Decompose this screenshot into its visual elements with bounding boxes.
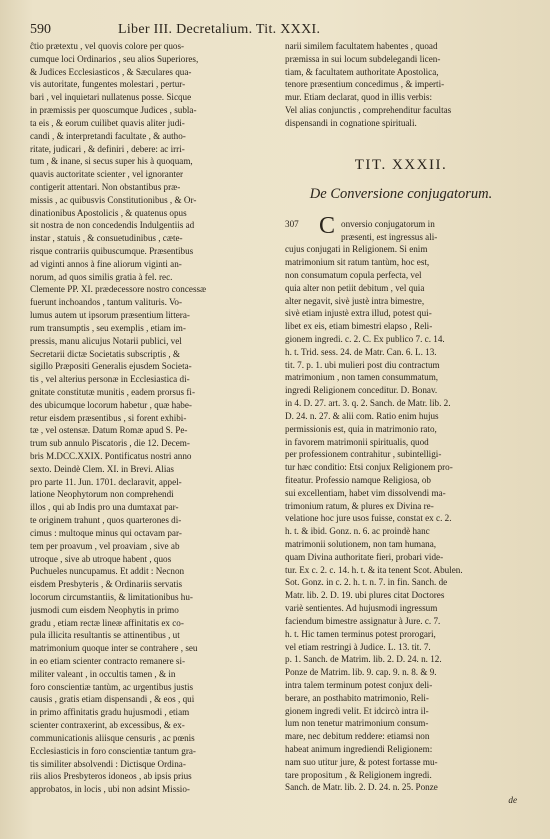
text-line: Clemente PP. XI. prædecessore nostro concessæ <box>30 284 207 295</box>
text-line: ta eis , & eorum cuilibet quavis aliter judi- <box>30 117 185 128</box>
text-line: præsenti, est ingressus ali- <box>341 231 438 242</box>
text-line: in favorem matrimonii spiritualis, quod <box>285 436 429 447</box>
text-line: candi , & interpretandi facultate , & autho- <box>30 130 186 141</box>
text-line: sit nostra de non concedendis Indulgentiis ad <box>30 220 195 231</box>
text-line: cimus : multoque minus qui octavam par- <box>30 527 182 538</box>
paragraph-number: 307 <box>285 218 299 229</box>
text-line: narii similem facultatem habentes , quoad <box>285 41 438 51</box>
text-line: scienter contraxerint, ab excessibus, & ex- <box>30 720 185 731</box>
text-line: Ecclesiasticis in foro conscientiæ tantum gra- <box>30 745 196 756</box>
text-line: in præmissis per quoscumque Judices , subla- <box>30 105 197 116</box>
text-line: matrimonii solutionem, non tam humana, <box>285 539 437 549</box>
text-line: instar , statuis , & consuetudinibus , cæte- <box>30 233 183 244</box>
text-line: tit. 7. p. 1. ubi mulieri post diu contractum <box>285 359 440 370</box>
section-subtitle: De Conversione conjugatorum. <box>309 185 493 202</box>
text-line: foro conscientiæ tantùm, ac urgentibus justis <box>30 681 194 692</box>
text-line: tur. Ex c. 2. c. 14. h. t. & ita tenent Scot. Abulen. <box>285 564 463 575</box>
text-line: h. t. & ibid. Gonz. n. 6. ac proindè hanc <box>285 526 430 537</box>
text-line: permissionis est, quia in matrimonio rato, <box>285 423 437 434</box>
text-line: bris M.DCC.XXIX. Pontificatus nostri anno <box>30 451 192 461</box>
text-line: dinationibus Apostolicis , & quatenus opus <box>30 207 187 218</box>
text-line: bari , vel inquietari nullatenus posse. Sicque <box>30 92 192 103</box>
text-line: intra talem terminum potest conjux deli- <box>285 679 433 690</box>
text-line: nam suo utitur jure, & potest fortasse mu- <box>285 756 438 767</box>
page-number: 590 <box>30 22 51 37</box>
text-line: tem per proavum , vel proaviam , sive ab <box>30 540 180 551</box>
text-line: berare, an posthabito matrimonio, Reli- <box>285 692 429 703</box>
running-header <box>30 22 520 40</box>
text-line: matrimonium quoque inter se contrahere , seu <box>30 643 198 654</box>
text-line: sivè etiam injustè extra illud, potest qui- <box>285 308 432 319</box>
text-line: des ubicumque locorum habetur , quæ habe- <box>30 399 192 410</box>
text-line: gionem ingredi. c. 2. C. Ex publico 7. c. 14. <box>285 334 445 344</box>
text-line: faciendum bimestre assignatur à Jure. c. 7. <box>285 615 441 626</box>
drop-cap: C <box>319 212 336 239</box>
text-line: te originem trahunt , quos quarterones di- <box>30 515 182 526</box>
text-line: utroque , sive ab utroque habent , quos <box>30 553 172 564</box>
text-line: Ponze de Matrim. lib. 9. cap. 9. n. 8. & 9. <box>285 667 437 678</box>
running-title: Liber III. Decretalium. Tit. XXXI. <box>118 22 321 37</box>
text-line: D. 24. n. 27. & alii com. Ratio enim hujus <box>285 410 439 421</box>
text-line: in primo affinitatis gradu hujusmodi , etiam <box>30 707 190 718</box>
text-line: illos , qui ab Indis pro una dumtaxat par- <box>30 502 179 513</box>
text-line: pula illicita resultantis se attinentibus , ut <box>30 630 180 641</box>
text-line: sui excellentiam, habet vim dissolvendi ma- <box>285 487 446 498</box>
text-line: dispensandi in cognatione spirituali. <box>285 117 417 128</box>
text-line: præmissa in sui locum subdelegandi licen- <box>285 53 441 64</box>
text-line: tis , vel alterius personæ in Ecclesiastica di- <box>30 374 190 385</box>
text-line: pro parte 11. Jun. 1701. declaravit, appel- <box>30 476 182 487</box>
text-line: rum transumptis , seu exemplis , etiam im- <box>30 322 186 333</box>
text-line: libet ex eis, etiam bimestri elapso , Reli- <box>285 321 433 332</box>
text-line: communicationis aliisque censuris , ac pœnis <box>30 732 195 743</box>
text-line: h. t. Trid. sess. 24. de Matr. Can. 6. L. 13. <box>285 346 437 357</box>
text-line: militer valeant , in occultis tamen , & in <box>30 668 176 679</box>
text-line: onversio conjugatorum in <box>341 218 435 229</box>
text-line: retur eisdem præsentibus , si forent exhibi- <box>30 412 187 423</box>
text-line: sexto. Deindè Clem. XI. in Brevi. Alias <box>30 463 174 474</box>
text-line: mur. Etiam declarat, quod in illis verbis: <box>285 92 432 103</box>
text-line: ad viginti annos à fine aliorum viginti an- <box>30 258 182 269</box>
text-line: quavis auctoritate scienter , vel ignoranter <box>30 169 184 180</box>
text-line: quam Divina authoritate fieri, probari vide- <box>285 551 444 562</box>
text-line: fuerunt inchoandos , tantum valituris. Vo- <box>30 297 182 308</box>
text-line: missis , ac quibusvis Constitutionibus , & Or- <box>30 194 197 205</box>
text-line: cujus conjugati in Religionem. Si enim <box>285 244 428 255</box>
text-line: tæ , vel ostensæ. Datum Romæ apud S. Pe- <box>30 425 188 436</box>
text-line: Secretarii dictæ Societatis subscriptis , & <box>30 348 181 359</box>
text-line: ingredi Religionem conceditur. D. Bonav. <box>285 385 438 396</box>
text-line: gnitate constitutæ munitis , eadem prorsus fi- <box>30 386 195 397</box>
section-title: TIT. XXXII. <box>354 156 448 173</box>
text-line: trimonium ratum, & plures ex Divina re- <box>285 500 434 511</box>
text-line: cumque loci Ordinarios , seu alios Superiores, <box>30 53 199 64</box>
text-line: ritate, judicari , & definiri , debere: ac irri- <box>30 143 185 154</box>
text-line: p. 1. Sanch. de Matrim. lib. 2. D. 24. n. 12. <box>285 654 442 665</box>
text-line: tis similiter absolvendi : Dictisque Ordina- <box>30 758 186 769</box>
text-line: matrimonium sit ratum tantùm, hoc est, <box>285 257 430 268</box>
text-line: tum , & inane, si secus super his à quoquam, <box>30 156 193 167</box>
text-line: riis alios Presbyteros idoneos , ab ipsis prius <box>30 771 192 782</box>
text-line: Matr. lib. 2. D. 19. ubi plures citat Doctores <box>285 590 445 601</box>
text-line: quia alter non petiit debitum , vel quia <box>285 282 425 293</box>
text-line: tenore præsentium concedimus , & imperti- <box>285 79 445 90</box>
text-line: tiam, & facultatem authoritate Apostolica, <box>285 66 439 77</box>
text-line: per professionem contrahitur , subintelligi- <box>285 449 442 460</box>
text-line: lum non tenetur matrimonium consum- <box>285 718 429 729</box>
text-line: locorum circumstantiis, & limitationibus hu- <box>30 591 193 602</box>
text-line: vel etiam restringi à Judice. L. 13. tit. 7. <box>285 641 431 652</box>
text-line: variè sentientes. Ad hujusmodi ingressum <box>285 603 438 614</box>
text-line: Vel alias conjunctis , comprehenditur facultas <box>285 105 452 116</box>
text-line: non consumatum copula perfecta, vel <box>285 269 422 280</box>
text-line: fiteatur. Professio namque Religiosa, ob <box>285 474 431 485</box>
text-line: trum sub annulo Piscatoris , die 12. Decem- <box>30 438 190 449</box>
text-line: matrimonium , non tamen consummatum, <box>285 372 439 383</box>
text-line: in eo etiam scienter contracto remanere si- <box>30 656 186 666</box>
text-line: sigillo Præpositi Generalis ejusdem Societa- <box>30 361 192 372</box>
text-line: Sanch. de Matr. lib. 2. D. 24. n. 25. Ponze <box>285 782 438 793</box>
text-line: jusmodi cum eisdem Neophytis in primo <box>30 604 179 615</box>
text-line: & Judices Ecclesiasticos , & Sæculares qua- <box>30 66 192 77</box>
text-line: pressis, manu alicujus Notarii publici, vel <box>30 335 182 346</box>
text-line: lumus autem ut ipsorum præsentium littera- <box>30 310 190 321</box>
text-line: ĉtio prætextu , vel quovis colore per quos- <box>30 41 185 51</box>
text-line: habeat animum ingrediendi Religionem: <box>285 744 433 754</box>
text-line: tur hæc conditio: Etsi conjux Religionem pro- <box>285 462 453 473</box>
text-line: alter negavit, sivè justè intra bimestre, <box>285 295 425 306</box>
paragraph-307 <box>285 212 517 795</box>
text-line: gionem ingredi velit. Et idcircò intra il- <box>285 705 429 716</box>
text-line: gradu , etiam rectæ lineæ affinitatis ex co- <box>30 617 184 628</box>
text-line: vis autoritate, fungentes molestari , pertur- <box>30 79 186 90</box>
text-line: contigerit attentari. Non obstantibus præ- <box>30 181 181 192</box>
text-line: norum, ad quos similis gratia à fel. rec. <box>30 271 173 282</box>
text-line: mare, nec debitum reddere: etiamsi non <box>285 731 430 742</box>
text-line: Sot. Gonz. in c. 2. h. t. n. 7. in fin. Sanch. de <box>285 577 448 588</box>
text-line: eisdem Presbyteris , & Ordinariis servatis <box>30 579 183 590</box>
text-line: risque contrariis quibuscumque. Præsentibus <box>30 246 194 256</box>
text-line: velatione hoc jure usos fuisse, constat ex c. 2. <box>285 513 452 524</box>
right-column-continuation <box>285 40 517 130</box>
text-line: causis , gratis etiam dispensandi , & eos , qui <box>30 694 195 705</box>
text-line: h. t. Hic tamen terminus potest prorogari, <box>285 628 436 639</box>
text-line: latione Neophytorum non comprehendi <box>30 489 174 500</box>
right-column <box>285 40 517 807</box>
text-line: tare propositum , & Religionem ingredi. <box>285 769 432 780</box>
catchword: de <box>508 795 517 806</box>
text-line: approbatos, in locis , ubi non adsint Missio- <box>30 784 190 795</box>
text-line: in 4. D. 27. art. 3. q. 2. Sanch. de Matr. lib. 2. <box>285 398 451 409</box>
text-line: Puchueles nuncupamus. Et addit : Necnon <box>30 566 185 577</box>
left-column <box>30 40 273 796</box>
